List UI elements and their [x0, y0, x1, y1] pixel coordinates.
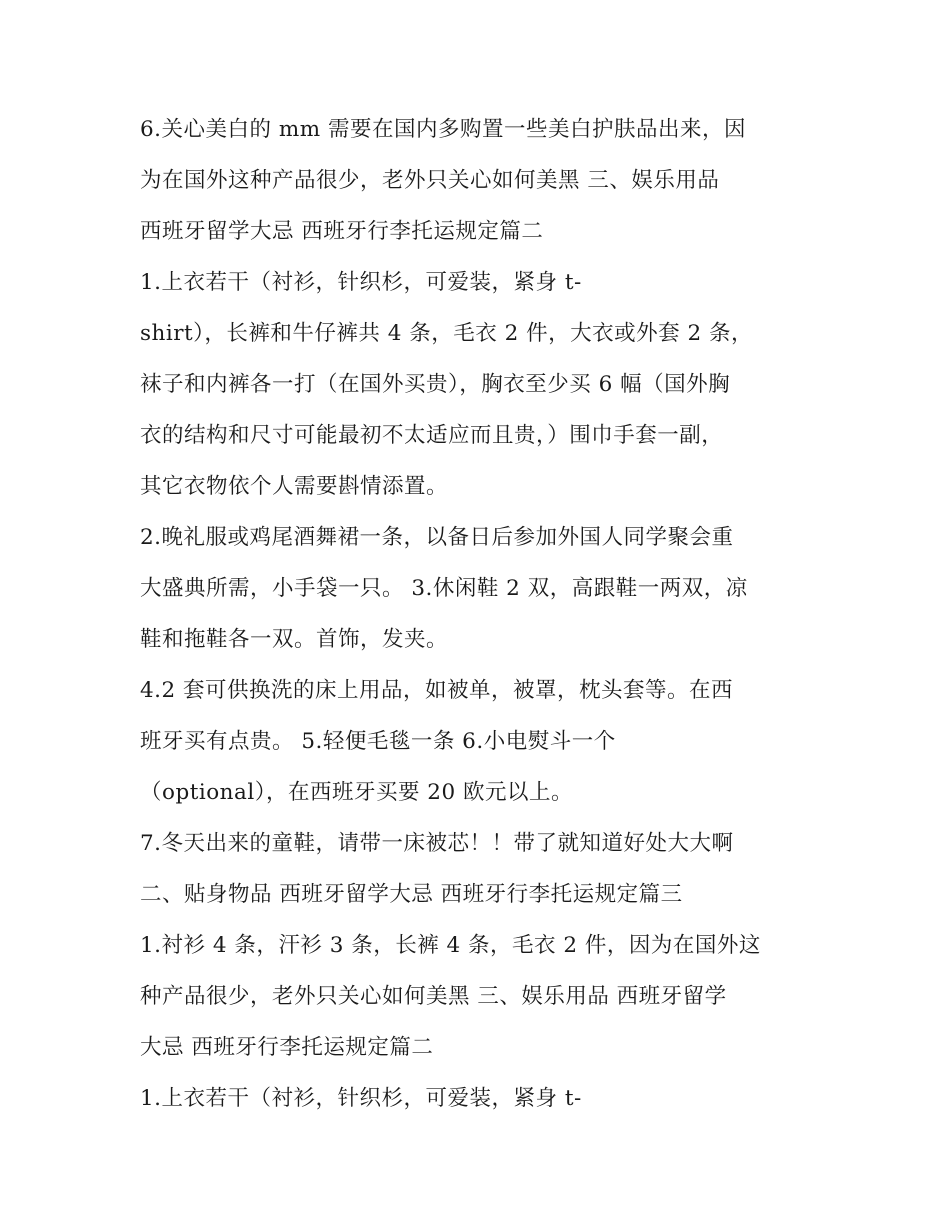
text-line: 二、贴身物品 西班牙留学大忌 西班牙行李托运规定篇三: [140, 882, 683, 907]
text-line: 衣的结构和尺寸可能最初不太适应而且贵，）围巾手套一副，: [140, 423, 724, 448]
text-line: 6.关心美白的 mm 需要在国内多购置一些美白护肤品出来，因: [140, 117, 746, 142]
text-line: shirt），长裤和牛仔裤共 4 条，毛衣 2 件，大衣或外套 2 条，: [140, 321, 753, 346]
text-line: 种产品很少，老外只关心如何美黑 三、娱乐用品 西班牙留学: [140, 984, 727, 1009]
text-line: 袜子和内裤各一打（在国外买贵），胸衣至少买 6 幅（国外胸: [140, 372, 731, 397]
text-line: 大忌 西班牙行李托运规定篇二: [140, 1035, 434, 1060]
text-line: 4.2 套可供换洗的床上用品，如被单，被罩，枕头套等。在西: [140, 678, 734, 703]
document-body-text: [140, 104, 820, 1124]
text-line: 1.上衣若干（衬衫，针织杉，可爱装，紧身 t-: [140, 270, 582, 295]
text-line: 其它衣物依个人需要斟情添置。: [140, 474, 449, 499]
text-line: 大盛典所需，小手袋一只。 3.休闲鞋 2 双，高跟鞋一两双，凉: [140, 576, 748, 601]
text-line: （optional），在西班牙买要 20 欧元以上。: [140, 780, 573, 805]
text-line: 1.上衣若干（衬衫，针织杉，可爱装，紧身 t-: [140, 1086, 582, 1111]
text-line: 1.衬衫 4 条，汗衫 3 条，长裤 4 条，毛衣 2 件，因为在国外这: [140, 933, 761, 958]
text-line: 鞋和拖鞋各一双。首饰，发夹。: [140, 627, 449, 652]
text-line: 为在国外这种产品很少，老外只关心如何美黑 三、娱乐用品: [140, 168, 720, 193]
text-line: 7.冬天出来的童鞋，请带一床被芯！！带了就知道好处大大啊: [140, 831, 734, 856]
text-line: 2.晚礼服或鸡尾酒舞裙一条，以备日后参加外国人同学聚会重: [140, 525, 734, 550]
text-line: 班牙买有点贵。 5.轻便毛毯一条 6.小电熨斗一个: [140, 729, 616, 754]
text-line: 西班牙留学大忌 西班牙行李托运规定篇二: [140, 219, 544, 244]
